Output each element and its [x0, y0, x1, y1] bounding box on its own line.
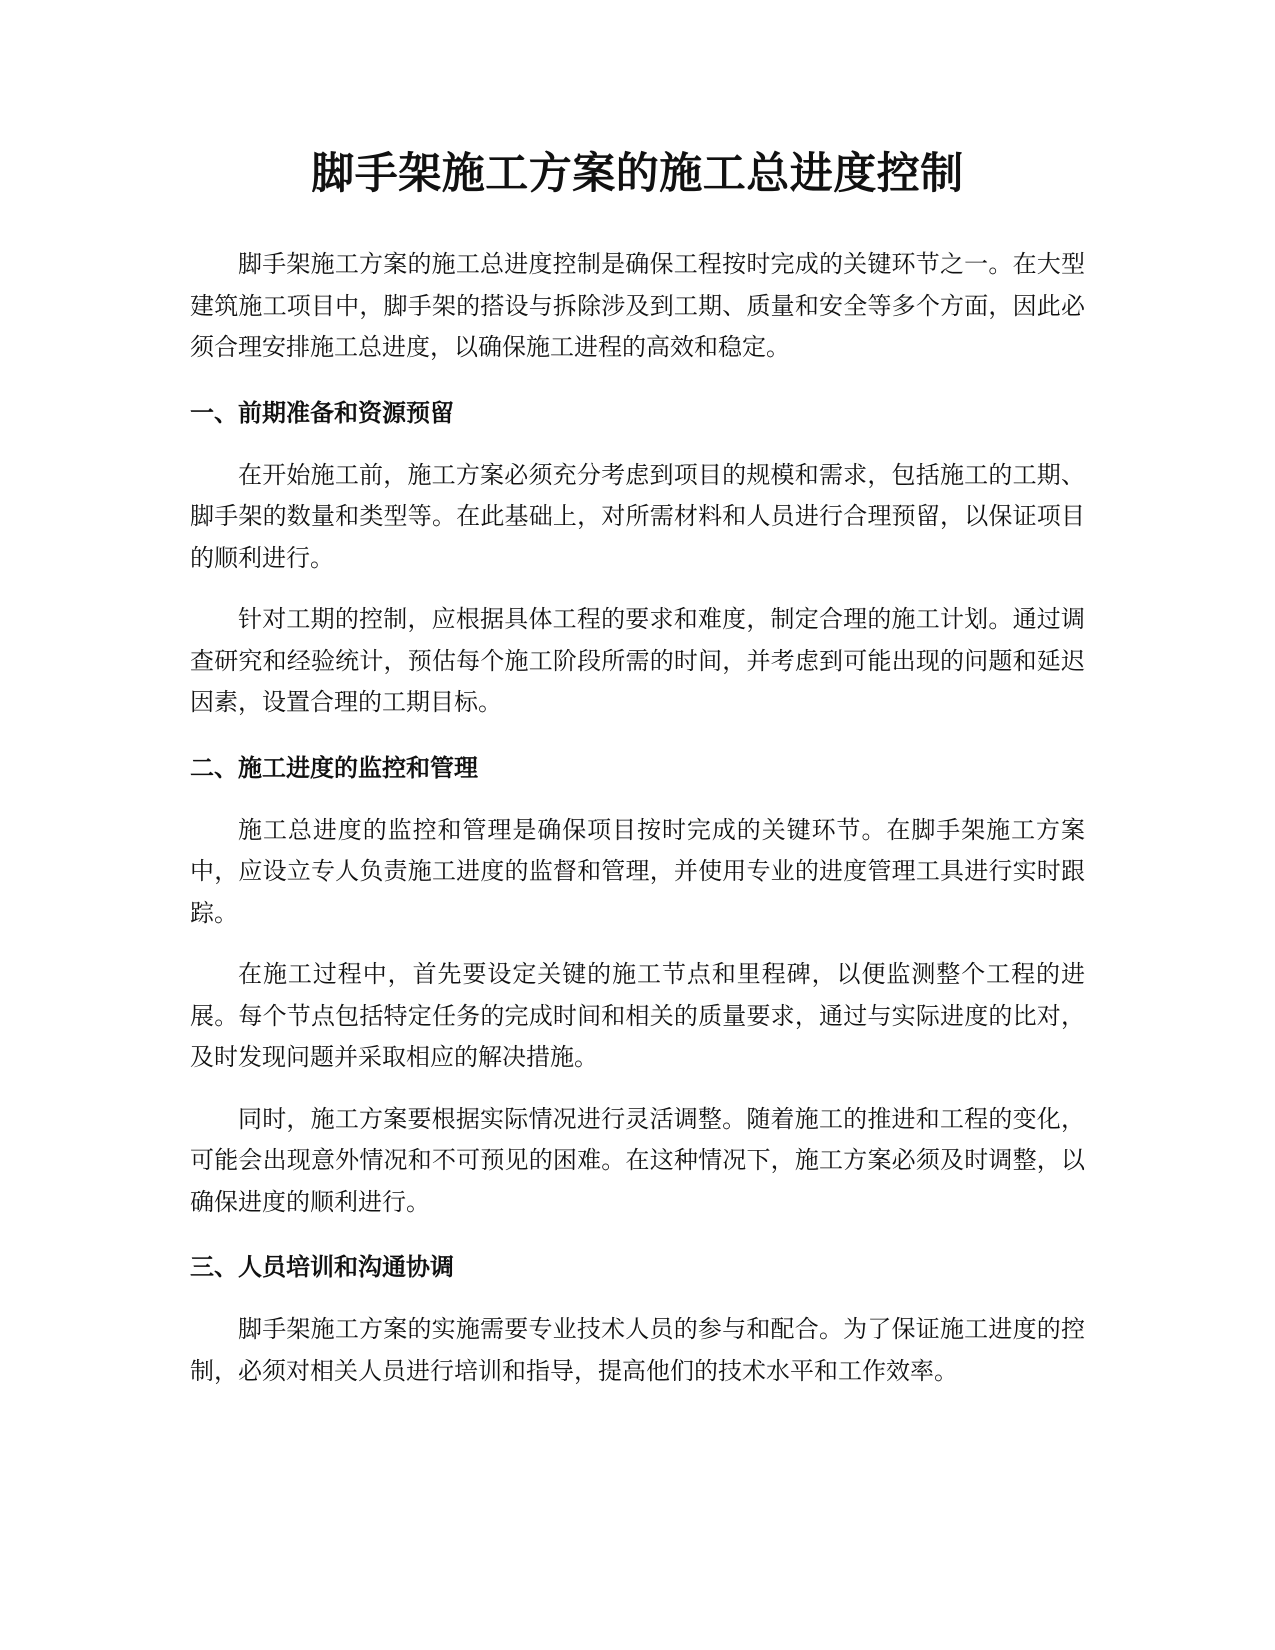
section-heading: 一、前期准备和资源预留 [190, 398, 454, 427]
section-paragraph: 脚手架施工方案的实施需要专业技术人员的参与和配合。为了保证施工进度的控制，必须对相关人员进行培训和指导，提高他们的技术水平和工作效率。 [190, 1315, 1085, 1385]
section-2 [190, 750, 1085, 1224]
section-paragraph: 针对工期的控制，应根据具体工程的要求和难度，制定合理的施工计划。通过调查研究和经验统计，预估每个施工阶段所需的时间，并考虑到可能出现的问题和延迟因素，设置合理的工期目标。 [190, 605, 1085, 716]
section-paragraph: 在开始施工前，施工方案必须充分考虑到项目的规模和需求，包括施工的工期、脚手架的数量和类型等。在此基础上，对所需材料和人员进行合理预留，以保证项目的顺利进行。 [190, 460, 1085, 572]
intro-paragraph: 脚手架施工方案的施工总进度控制是确保工程按时完成的关键环节之一。在大型建筑施工项目中，脚手架的搭设与拆除涉及到工期、质量和安全等多个方面，因此必须合理安排施工总进度，以确保施工进程的高效和稳定。 [190, 250, 1085, 361]
section-heading: 三、人员培训和沟通协调 [190, 1253, 454, 1281]
section-paragraph: 同时，施工方案要根据实际情况进行灵活调整。随着施工的推进和工程的变化，可能会出现意外情况和不可预见的困难。在这种情况下，施工方案必须及时调整，以确保进度的顺利进行。 [190, 1104, 1085, 1216]
section-paragraph: 在施工过程中，首先要设定关键的施工节点和里程碑，以便监测整个工程的进展。每个节点包括特定任务的完成时间和相关的质量要求，通过与实际进度的比对，及时发现问题并采取相应的解决措施。 [190, 960, 1085, 1071]
section-3 [190, 1249, 1085, 1392]
section-paragraph: 施工总进度的监控和管理是确保项目按时完成的关键环节。在脚手架施工方案中，应设立专人负责施工进度的监督和管理，并使用专业的进度管理工具进行实时跟踪。 [190, 815, 1085, 927]
document-title: 脚手架施工方案的施工总进度控制 [311, 149, 964, 199]
section-1 [190, 395, 1085, 724]
section-heading: 二、施工进度的监控和管理 [190, 753, 478, 782]
